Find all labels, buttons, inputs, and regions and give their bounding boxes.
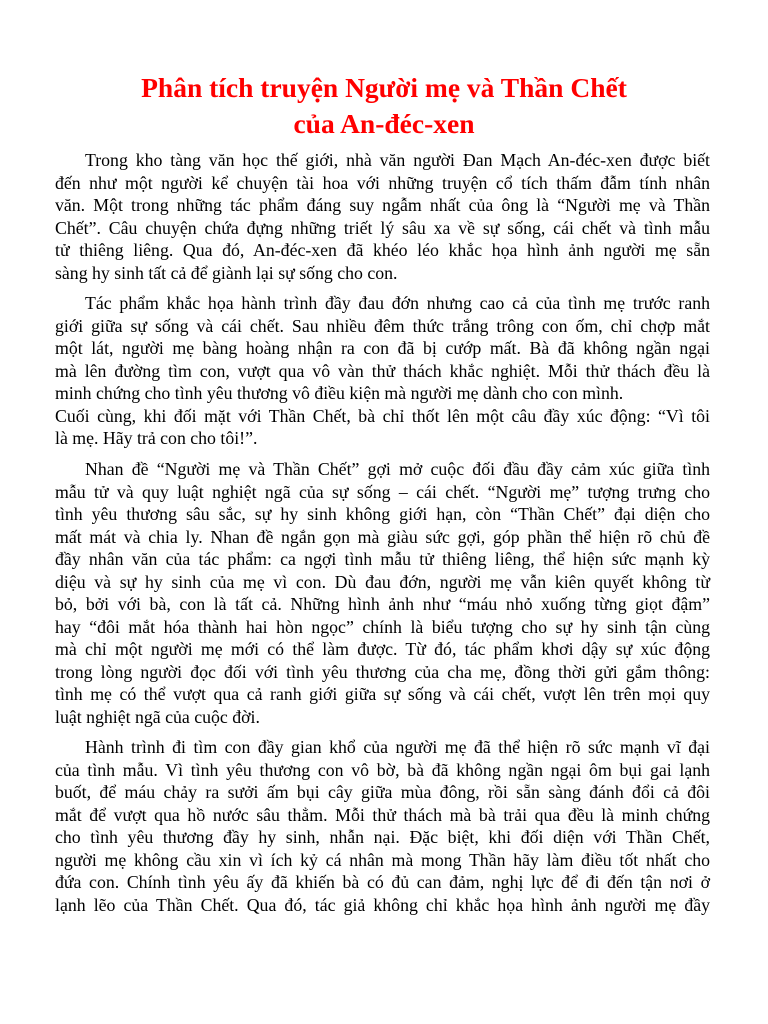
text-line: đến như một người kể chuyện tài hoa với những truyện cổ tích thấm đẫm tính nhân [55,172,710,193]
text-line: diệu và sự hy sinh của mẹ vì con. Dù đau đớn, người mẹ vẫn kiên quyết không từ [55,571,710,592]
text-line: là mẹ. Hãy trả con cho tôi!”. [55,428,258,449]
title-line: của An-đéc-xen [293,108,475,139]
paragraph-2 [55,292,710,450]
text-line: lạnh lẽo của Thần Chết. Qua đó, tác giả không chỉ khắc họa hình ảnh người mẹ đầy [55,894,710,915]
text-line: luật nghiệt ngã của cuộc đời. [55,706,260,727]
document-body [55,149,710,925]
text-line: Tác phẩm khắc họa hành trình đầy đau đớn nhưng cao cả của tình mẹ trước ranh [85,293,710,314]
text-line: cho tình yêu thương đầy hy sinh, nhẫn nại. Đặc biệt, khi đối diện với Thần Chết, [55,827,710,848]
text-line: văn. Một trong những tác phẩm đáng suy ngẫm nhất của ông là “Người mẹ và Thần [55,195,710,215]
text-line: mất mát và chia ly. Nhan đề ngắn gọn mà giàu sức gợi, góp phần thể hiện rõ chủ đề [55,526,710,547]
text-line: tử thiêng liêng. Qua đó, An-đéc-xen đã khéo léo khắc họa hình ảnh người mẹ sẵn [55,240,710,260]
text-line: Chết”. Câu chuyện chứa đựng những triết lý sâu xa về sự sống, cái chết và tình mẫu [55,217,710,238]
text-line: mà lên đường tìm con, vượt qua vô vàn thử thách khắc nghiệt. Mỗi thử thách đều là [55,360,710,381]
text-line: mẫu tử và quy luật nghiệt ngã của sự sống – cái chết. “Người mẹ” tượng trưng cho [55,481,710,502]
text-line: Trong kho tàng văn học thế giới, nhà văn người Đan Mạch An-đéc-xen được biết [85,150,710,170]
text-line: Nhan đề “Người mẹ và Thần Chết” gợi mở cuộc đối đầu đầy cảm xúc giữa tình [85,459,710,480]
text-line: Cuối cùng, khi đối mặt với Thần Chết, bà chỉ thốt lên một câu đầy xúc động: “Vì tôi [55,405,710,426]
text-line: buốt, để máu chảy ra sưởi ấm bụi cây giữa mùa đông, rồi sẵn sàng đánh đổi cả đôi [55,782,710,803]
text-line: người mẹ không cầu xin vì ích kỷ cá nhân mà mong Thần hãy làm điều tốt nhất cho [55,849,710,870]
text-line: mà chỉ một người mẹ mới có thể làm được. Từ đó, tác phẩm khơi dậy sự xúc động [55,639,710,660]
text-line: trong lòng người đọc đối với tình yêu thương của cha mẹ, đồng thời gửi gắm thông: [55,661,710,682]
text-line: tình mẹ có thể vượt qua cả ranh giới giữa sự sống và cái chết, vượt lên trên mọi quy [55,684,710,705]
paragraph-3 [55,458,710,728]
text-line: minh chứng cho tình yêu thương vô điều kiện mà người mẹ dành cho con mình. [55,383,624,404]
title-line: Phân tích truyện Người mẹ và Thần Chết [141,72,627,103]
text-line: một lát, người mẹ bàng hoàng nhận ra con đã bị cướp mất. Bà đã không ngần ngại [55,338,710,359]
text-line: bỏ, bởi với bà, con là tất cả. Những hình ảnh như “máu nhỏ xuống từng giọt đậm” [55,594,710,615]
text-line: đứa con. Chính tình yêu ấy đã khiến bà có đủ can đảm, nghị lực để đi đến tận nơi ở [55,872,710,893]
paragraph-1 [55,149,710,284]
text-line: giới giữa sự sống và cái chết. Sau nhiều đêm thức trắng trông con ốm, chỉ chợp mắt [55,315,710,336]
text-line: Hành trình đi tìm con đầy gian khổ của người mẹ đã thể hiện rõ sức mạnh vĩ đại [85,737,710,758]
text-line: sàng hy sinh tất cả để giành lại sự sống cho con. [55,262,398,283]
text-line: của tình mẫu. Vì tình yêu thương con vô bờ, bà đã không ngần ngại ôm bụi gai lạnh [55,759,710,780]
paragraph-4 [55,736,710,916]
page-title [40,70,728,142]
text-line: mắt để vượt qua hồ nước sâu thẳm. Mỗi thử thách mà bà trải qua đều là minh chứng [55,804,710,825]
text-line: tình yêu thương sâu sắc, sự hy sinh không giới hạn, còn “Thần Chết” đại diện cho [55,504,710,525]
text-line: hay “đôi mắt hóa thành hai hòn ngọc” chính là biểu tượng cho sự hy sinh tận cùng [55,616,710,637]
text-line: đầy nhân văn của tác phẩm: ca ngợi tình mẫu tử thiêng liêng, thể hiện sức mạnh kỳ [55,549,710,570]
